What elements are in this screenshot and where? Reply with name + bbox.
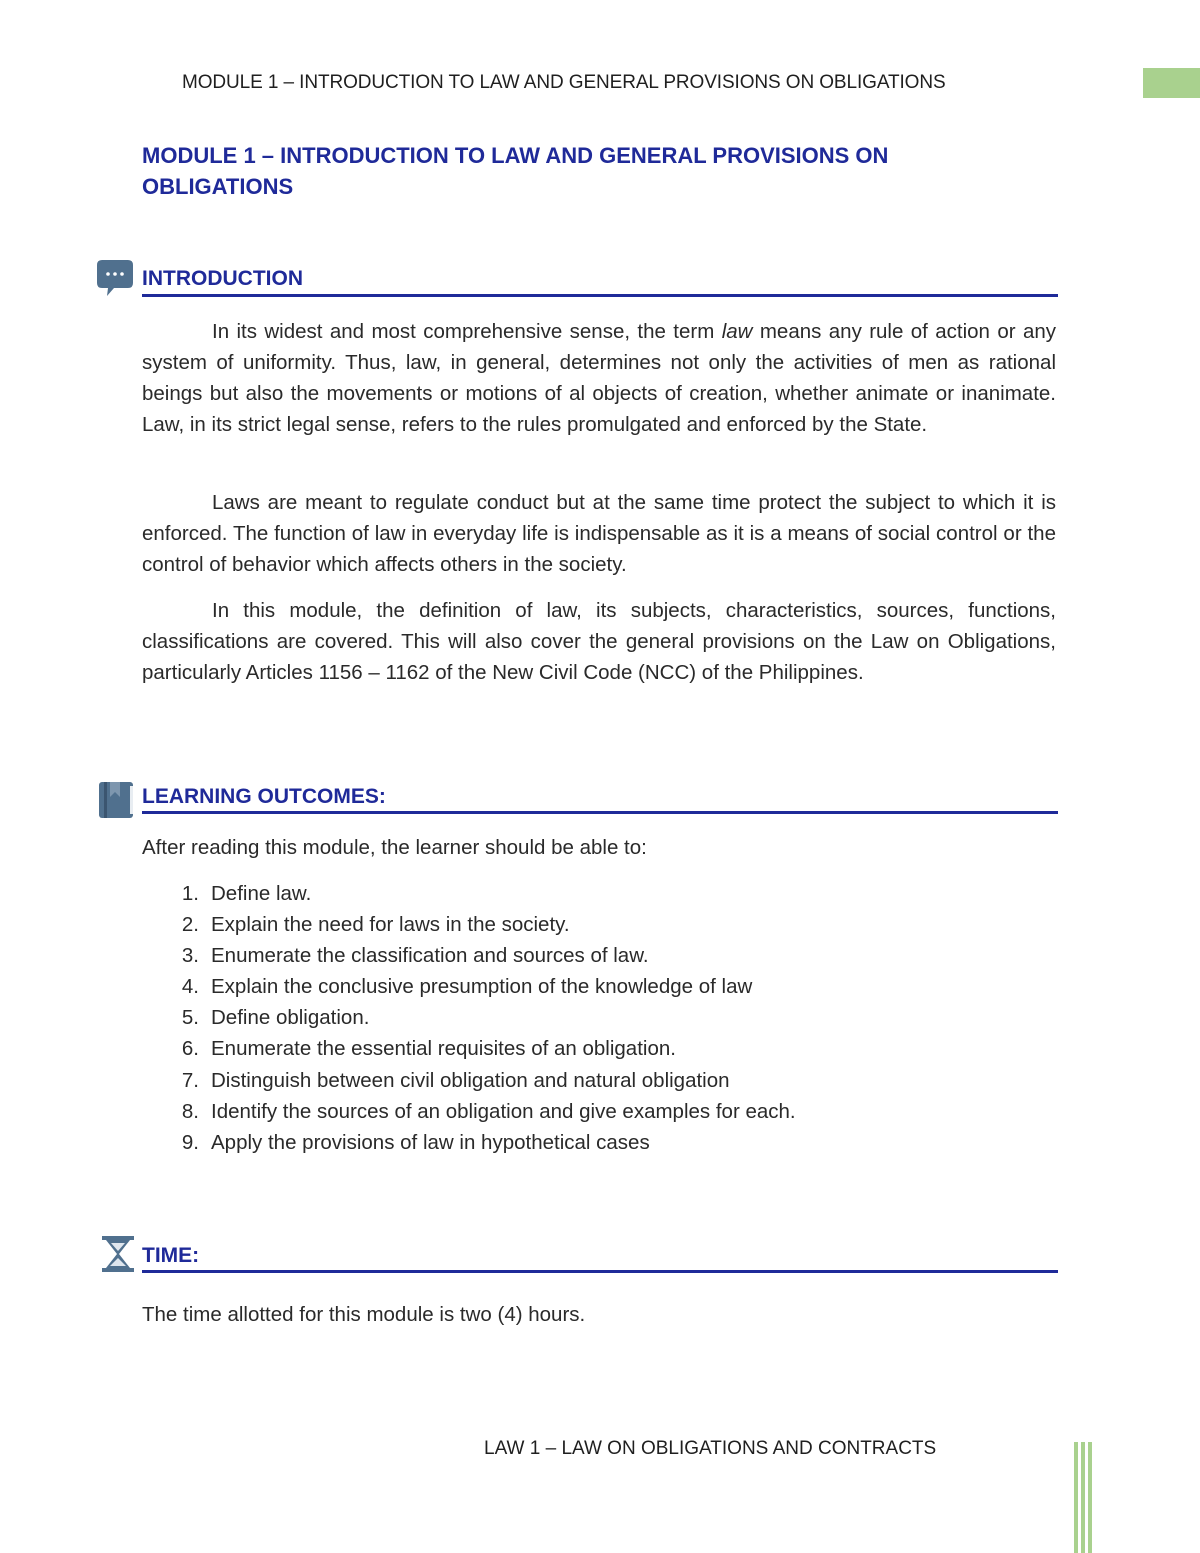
introduction-paragraph-2: Laws are meant to regulate conduct but at the same time protect the subject to which it is enforced. The function of law in everyday life is indispensable as it is a means of social control or the control of behavior which affects others in the society.	[142, 491, 1056, 576]
book-icon	[97, 780, 135, 820]
learning-outcomes-rule	[142, 811, 1058, 814]
footer-accent-bar	[1074, 1442, 1078, 1553]
page-title-line-1: MODULE 1 – INTRODUCTION TO LAW AND GENERAL PROVISIONS ON	[142, 143, 889, 168]
learning-outcomes-lead: After reading this module, the learner should be able to:	[142, 836, 647, 859]
introduction-rule	[142, 294, 1058, 297]
hourglass-icon	[100, 1234, 136, 1274]
speech-bubble-icon	[96, 258, 134, 298]
introduction-paragraph-1: In its widest and most comprehensive sense, the term law means any rule of action or any system of uniformity. Thus, law, in general, determines not only the activities of men as rational beings but also the movements or motions of al objects of creation, whether animate or inanimate. Law, in its strict legal sense, refers to the rules promulgated and enforced by the State.	[142, 320, 1056, 436]
time-rule	[142, 1270, 1058, 1273]
footer-accent-bar	[1081, 1442, 1085, 1553]
page-title-line-2: OBLIGATIONS	[142, 174, 294, 199]
learning-outcomes-heading: LEARNING OUTCOMES:	[142, 785, 386, 808]
time-text: The time allotted for this module is two (4) hours.	[142, 1303, 586, 1326]
introduction-paragraph-3: In this module, the definition of law, its subjects, characteristics, sources, functions, classifications are covered. This will also cover the general provisions on the Law on Obligations, particularly Articles 1156 – 1162 of the New Civil Code (NCC) of the Philippines.	[142, 599, 1056, 684]
time-heading: TIME:	[142, 1244, 200, 1267]
running-footer: LAW 1 – LAW ON OBLIGATIONS AND CONTRACTS	[484, 1438, 937, 1459]
corner-tab	[1143, 68, 1200, 98]
page-title	[142, 140, 1042, 202]
introduction-heading: INTRODUCTION	[142, 267, 303, 290]
running-header: MODULE 1 – INTRODUCTION TO LAW AND GENERAL PROVISIONS ON OBLIGATIONS	[182, 72, 946, 93]
footer-accent-bar	[1088, 1442, 1092, 1553]
